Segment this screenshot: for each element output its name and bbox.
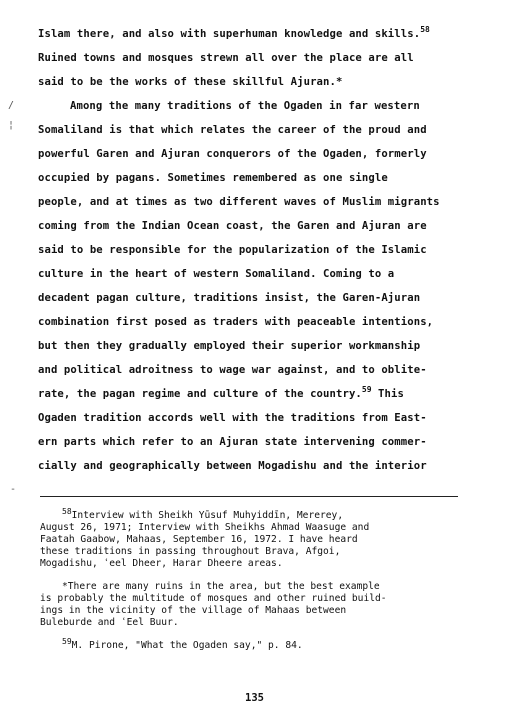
body-line: Among the many traditions of the Ogaden in far western	[70, 100, 420, 112]
footnote-58: $^{58}$Interview with Sheikh Yūsuf Muhyiddīn, Mererey, August 26, 1971; Interview with Sheikhs Ahmad Waasuge and Faatah Gaabow, Mahaas, September 16, 1972. I have heard these traditions in passing throughout Brava, Afgoi, Mogadishu, ʿeel Dheer, Harar Dheere areas.	[40, 507, 370, 569]
footnote-ref-59: 59	[361, 385, 372, 394]
body-line: Ogaden tradition accords well with the traditions from East-	[38, 412, 427, 424]
margin-tick-mark: /	[8, 100, 15, 111]
footnote-ref-58: 58	[420, 25, 430, 34]
footnote-59: $^{59}$M. Pirone, "What the Ogaden say," p. 84.	[62, 637, 303, 651]
body-line: coming from the Indian Ocean coast, the Garen and Ajuran are	[38, 220, 427, 232]
body-line: cially and geographically between Mogadishu and the interior	[38, 460, 427, 472]
footnote-asterisk: *There are many ruins in the area, but the best example is probably the multitude of mosques and other ruined build- ings in the vicinity of the village of Mahaas between Buleburde and ʿEel Buur.	[40, 581, 387, 628]
footnote-marker: 59	[62, 637, 72, 646]
body-line: Islam there, and also with superhuman knowledge and skills.$^{58}$	[38, 25, 430, 40]
margin-tick-mark: -	[10, 484, 17, 495]
page-number: 135	[245, 692, 264, 704]
margin-tick-mark: ¦	[8, 120, 15, 131]
footnote-marker: 58	[62, 507, 72, 516]
body-line: Somaliland is that which relates the career of the proud and	[38, 124, 427, 136]
body-line: powerful Garen and Ajuran conquerors of the Ogaden, formerly	[38, 148, 427, 160]
body-line: said to be the works of these skillful Ajuran.*	[38, 76, 343, 88]
body-line: rate, the pagan regime and culture of the country.$^{59}$ This	[38, 385, 404, 400]
body-line: combination first posed as traders with peaceable intentions,	[38, 316, 434, 328]
body-line: decadent pagan culture, traditions insist, the Garen-Ajuran	[38, 292, 421, 304]
body-line: but then they gradually employed their superior workmanship	[38, 340, 421, 352]
body-line: Ruined towns and mosques strewn all over the place are all	[38, 52, 414, 64]
body-line: and political adroitness to wage war against, and to oblite-	[38, 364, 427, 376]
body-line: occupied by pagans. Sometimes remembered as one single	[38, 172, 388, 184]
body-line: people, and at times as two different waves of Muslim migrants	[38, 196, 440, 208]
footnote-divider	[40, 496, 458, 497]
footnotes	[40, 507, 480, 663]
body-line: said to be responsible for the popularization of the Islamic	[38, 244, 427, 256]
body-line: culture in the heart of western Somaliland. Coming to a	[38, 268, 395, 280]
body-text	[38, 22, 483, 478]
body-line: ern parts which refer to an Ajuran state intervening commer-	[38, 436, 427, 448]
